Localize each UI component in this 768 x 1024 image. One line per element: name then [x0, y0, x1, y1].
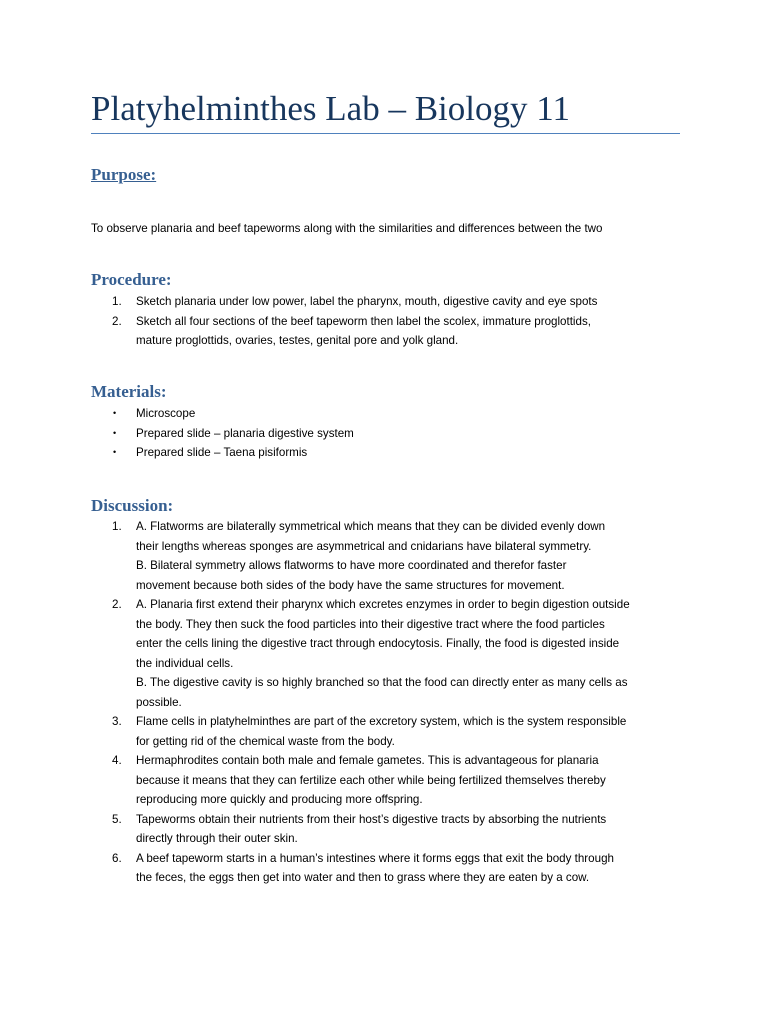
list-item: [91, 595, 691, 712]
list-number: 1.: [112, 295, 122, 308]
list-line: Prepared slide – Taena pisiformis: [136, 446, 308, 459]
list-number: 4.: [112, 754, 122, 767]
list-number: 2.: [112, 314, 122, 328]
list-item: [91, 712, 691, 751]
list-line: the individual cells.: [136, 656, 234, 670]
list-number: 2.: [112, 598, 122, 611]
list-line: A beef tapeworm starts in a human’s intestines where it forms eggs that exit the body through: [136, 851, 614, 865]
list-line: for getting rid of the chemical waste from the body.: [136, 734, 395, 748]
list-line: Sketch planaria under low power, label the pharynx, mouth, digestive cavity and eye spots: [136, 295, 598, 308]
list-line: Microscope: [136, 407, 196, 420]
list-item: [91, 312, 691, 351]
list-item: [91, 443, 691, 463]
bullet: •: [113, 447, 117, 457]
bullet: •: [113, 427, 117, 438]
list-line: A. Planaria first extend their pharynx which excretes enzymes in order to begin digestion outside: [136, 598, 630, 611]
list-line: the body. They then suck the food particles into their digestive tract where the food particles: [136, 617, 605, 631]
list-line: Sketch all four sections of the beef tapeworm then label the scolex, immature proglottids,: [136, 314, 591, 328]
list-item: [91, 751, 691, 810]
purpose-text: To observe planaria and beef tapeworms along with the similarities and differences between the two: [91, 222, 603, 235]
list-line: Hermaphrodites contain both male and female gametes. This is advantageous for planaria: [136, 754, 599, 767]
title-underline: [91, 133, 680, 134]
list-line: the feces, the eggs then get into water and then to grass where they are eaten by a cow.: [136, 871, 590, 884]
list-line: B. The digestive cavity is so highly branched so that the food can directly enter as many cells as: [136, 676, 628, 689]
list-line: directly through their outer skin.: [136, 832, 298, 845]
list-line: mature proglottids, ovaries, testes, genital pore and yolk gland.: [136, 334, 459, 347]
list-line: Tapeworms obtain their nutrients from their host’s digestive tracts by absorbing the nutrients: [136, 812, 607, 826]
list-number: 3.: [112, 715, 122, 728]
list-line: reproducing more quickly and producing more offspring.: [136, 793, 423, 806]
list-number: 6.: [112, 851, 122, 865]
list-item: [91, 424, 691, 444]
list-line: their lengths whereas sponges are asymmetrical and cnidarians have bilateral symmetry.: [136, 539, 592, 553]
list-number: 1.: [112, 520, 122, 533]
bullet: •: [113, 408, 117, 418]
list-number: 5.: [112, 812, 122, 826]
list-line: B. Bilateral symmetry allows flatworms to have more coordinated and therefor faster: [136, 559, 567, 572]
document-title: Platyhelminthes Lab – Biology 11: [91, 89, 570, 128]
list-line: enter the cells lining the digestive tract through endocytosis. Finally, the food is digested inside: [136, 637, 620, 650]
list-line: movement because both sides of the body have the same structures for movement.: [136, 578, 565, 592]
list-line: because it means that they can fertilize each other while being fertilized themselves thereby: [136, 773, 606, 787]
procedure-list: [91, 292, 691, 351]
list-item: [91, 810, 691, 849]
discussion-heading: Discussion:: [91, 496, 174, 515]
discussion-list: [91, 517, 691, 888]
list-item: [91, 292, 691, 312]
list-line: Flame cells in platyhelminthes are part of the excretory system, which is the system responsible: [136, 715, 627, 728]
list-line: Prepared slide – planaria digestive system: [136, 426, 354, 440]
procedure-heading: Procedure:: [91, 270, 172, 289]
list-line: possible.: [136, 695, 182, 709]
materials-heading: Materials:: [91, 382, 167, 401]
list-item: [91, 517, 691, 595]
materials-list: [91, 404, 691, 463]
list-line: A. Flatworms are bilaterally symmetrical which means that they can be divided evenly down: [136, 520, 606, 533]
purpose-heading: Purpose:: [91, 165, 157, 184]
list-item: [91, 849, 691, 888]
list-item: [91, 404, 691, 424]
